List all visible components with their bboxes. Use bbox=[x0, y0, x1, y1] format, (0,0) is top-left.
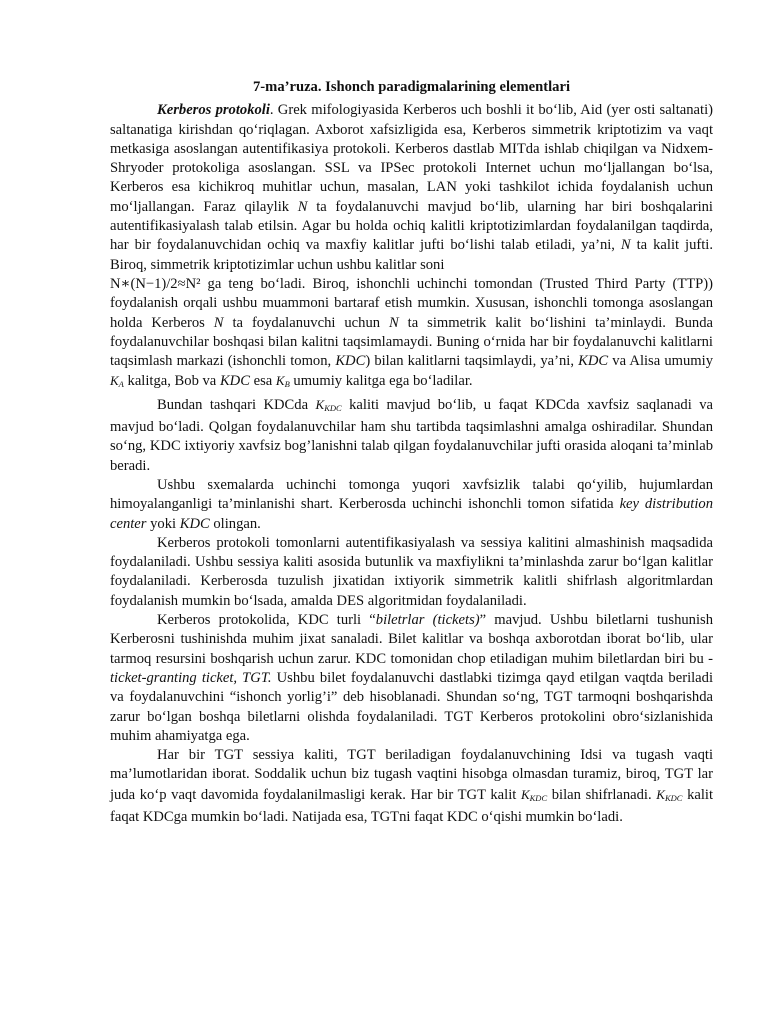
term-kerberos-protokoli: Kerberos protokoli bbox=[157, 102, 270, 119]
key-kkdc: $K_{KDC}$ bbox=[520, 786, 548, 803]
key-count-formula: N∗(N−1)/2≈N² bbox=[110, 275, 201, 292]
paragraph-tickets: Kerberos protokolida, KDC turli “biletrlar (tickets)” mavjud. Ushbu biletlarni tushunish Kerberosni tushinishda muhim jixat sanaladi. Bilet kalitlar va boshqa axborotdan iborat bo‘lib, ular tarmoq resursini boshqarish uchun zarur. KDC tomonidan chop etiladigan muhim biletlardan biri bu - ticket-granting ticket, TGT. Ushbu bilet foydalanuvchi dastlabki tizimga qayd etilgan vaqtda beriladi va foydalanuvchini “ishonch yorlig’i” deb hisoblanadi. Shundan so‘ng, TGT tarmoqni boshqarishda zarur bo‘lgan boshqa biletlarni olishda foydalaniladi. TGT Kerberos protokolini obro‘sizlanishida muhim ahamiyatga ega. bbox=[110, 612, 714, 744]
paragraph-tgt: Har bir TGT sessiya kaliti, TGT beriladigan foydalanuvchining Idsi va tugash vaqti ma’lumotlaridan iborat. Soddalik uchun biz tugash vaqtini hisobga olmasdan turamiz, biroq, TGT lar juda ko‘p vaqt davomida foydalanilmasligi kerak. Har bir TGT kalit $K_{KDC}$ bilan shifrlanadi. $K_{KDC}$ kalit faqat KDCga mumkin bo‘ladi. Natijada esa, TGTni faqat KDC o‘qishi mumkin bo‘ladi. bbox=[110, 747, 714, 825]
paragraph-session-key: Kerberos protokoli tomonlarni autentifikasiyalash va sessiya kalitini almashinish maqsadida foydalaniladi. Ushbu sessiya kaliti asosida butunlik va maxfiylikni ta’minlashda zarur bo‘lgan kalitlar foydalaniladi. Kerberosda tuzulish jixatidan ixtiyorik simmetrik kalitli shifrlash algoritmlardan foydalanish mumkin bo‘lsada, amalda DES algoritmidan foydalaniladi. bbox=[110, 534, 713, 609]
key-ka: $K_A$ bbox=[110, 373, 124, 390]
page-title: 7-ma’ruza. Ishonch paradigmalarining elementlari bbox=[253, 79, 570, 95]
paragraph-kerberos-intro: Kerberos protokoli. Grek mifologiyasida Kerberos uch boshli it bo‘lib, Aid (yer osti saltanati) saltanatiga kirishdan qo‘riqlagan. Axborot xafsizligida esa, Kerberos simmetrik kriptotizim va vaqt metkasiga asoslangan autentifikasiya protokoli. Kerberos dastlab MITda ishlab chiqilgan va Nidxem-Shryoder protokoliga asoslangan. SSL va IPSec protokoli Internet uchun mo‘ljallangan bo‘lsa, Kerberos esa kichikroq muhitlar uchun, masalan, LAN yoki tashkilot ichida foydalanish uchun mo‘ljallangan. Faraz qilaylik N ta foydalanuvchi mavjud bo‘lib, ularning har biri boshqalarini autentifikasiyalash talab etilsin. Agar bu holda ochiq kalitli kriptotizimlardan foydalanilgan taqdirda, har bir foydalanuvchidan ochiq va maxfiy kalitlar jufti bo‘lishi talab etiladi, ya’ni, N ta kalit jufti. Biroq, simmetrik kriptotizimlar uchun ushbu kalitlar soni N∗(N−1)/2≈N² ga teng bo‘ladi. Biroq, ishonchli uchinchi tomondan (Trusted Third Party (TTP)) foydalanish orqali ushbu muammoni bartaraf etish mumkin. Xususan, ishonchli tomonga asoslangan holda Kerberos N ta foydalanuvchi uchun N ta simmetrik kalit bo‘lishini ta’minlaydi. Bunda foydalanuvchilar boshqasi bilan kalitni taqsimlamaydi. Buning o‘rnida har bir foydalanuvchi kalitlarni taqsimlash markazi (ishonchli tomon, KDC) bilan kalitlarni taqsimlaydi, ya’ni, KDC va Alisa umumiy $K_A$ kalitga, Bob va KDC esa $K_B$ umumiy kalitga ega bo‘ladilar. bbox=[110, 102, 714, 390]
key-kkdc: $K_{KDC}$ bbox=[656, 786, 683, 803]
document-page bbox=[110, 78, 713, 827]
key-kkdc: $K_{KDC}$ bbox=[315, 396, 342, 413]
paragraph-trusted-third-party: Ushbu sxemalarda uchinchi tomonga yuqori xavfsizlik talabi qo‘yilib, hujumlardan himoyalanganligi ta’minlanishi shart. Kerberosda uchinchi ishonchli tomon sifatida key distribution center yoki KDC olingan. bbox=[110, 476, 714, 532]
paragraph-kdc-key: Bundan tashqari KDCda $K_{KDC}$ kaliti mavjud bo‘lib, u faqat KDCda xavfsiz saqlanadi va mavjud bo‘ladi. Qolgan foydalanuvchilar ham shu tartibda taqsimlashni amalga oshiradilar. Shundan so‘ng, KDC ixtiyoriy xavfsiz bog’lanishni talab qilgan foydalanuvchilar jufti orasida aloqani ta’minlab beradi. bbox=[110, 396, 713, 474]
key-kb: $K_B$ bbox=[275, 373, 290, 390]
